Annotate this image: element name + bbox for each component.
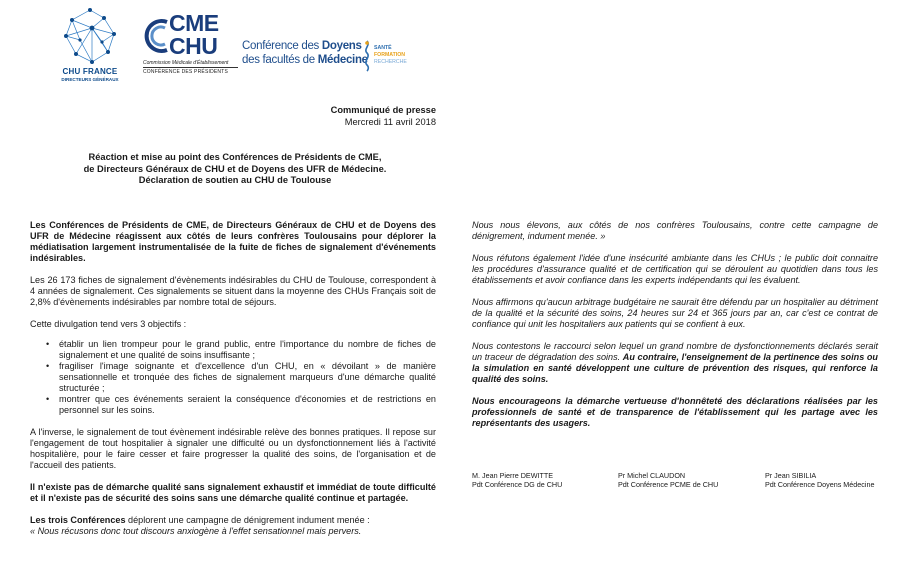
conference-doyens-tag-recherche: RECHERCHE	[374, 59, 407, 65]
conference-doyens-line2: des facultés de Médecine	[242, 54, 368, 66]
conference-doyens-logo	[242, 40, 412, 80]
budget-paragraph: Nous affirmons qu'aucun arbitrage budgétaire ne saurait être défendu par un hospitalier au détriment de la qualité et la sécurité des soins, 24 heures sur 24 et 365 jours par an, car c'est ce contrat de confiance qui unit les hospitaliers aux patients qui se confient à eux.	[472, 297, 878, 329]
conferences-text: déplorent une campagne de dénigrement indument menée :	[125, 515, 370, 525]
list-item-text: fragiliser l'image soignante et d'excellence d'un CHU, en « dévoilant » de manière sensationnelle et tronquée des fiches de signalement marqueurs d'une démarche qualité structurée ;	[59, 361, 436, 393]
title-line-1: Réaction et mise au point des Conférences de Présidents de CME,	[88, 152, 382, 162]
signature-role: Pdt Conférence PCME de CHU	[618, 480, 719, 489]
title-line-2: de Directeurs Généraux de CHU et de Doyens des UFR de Médecine.	[83, 163, 387, 174]
press-release-date: Mercredi 11 avril 2018	[344, 116, 436, 127]
signature-name: Pr Jean SIBILIA	[765, 471, 817, 480]
shortcut-paragraph	[472, 341, 878, 385]
shortcut-bold-text: Au contraire, l'enseignement de la pertinence des soins ou la simulation en santé développent une culture de prévention des risques, qui renforce la qualité des soins.	[472, 352, 878, 384]
cme-chu-logo-sub1: Commission Médicale d'Établissement	[143, 60, 229, 66]
press-header	[331, 105, 436, 128]
cme-chu-logo-sub2: CONFÉRENCE DES PRÉSIDENTS	[143, 67, 238, 75]
quality-statement-paragraph: Il n'existe pas de démarche qualité sans signalement exhaustif et immédiat de toute difficulté et il n'existe pas de sécurité des soins sans une démarche qualité continue et partagée.	[30, 482, 436, 503]
chu-france-logo	[58, 6, 122, 82]
statistics-paragraph: Les 26 173 fiches de signalement d'évènements indésirables du CHU de Toulouse, correspondent à 4 années de signalement. Ces signalements se situent dans la moyenne des CHUs Français soit de 2,8% d'évènements indésirables par nombre total de séjours.	[30, 275, 436, 307]
signature-role: Pdt Conférence Doyens Médecine	[765, 480, 875, 489]
encouragement-paragraph: Nous encourageons la démarche vertueuse d'honnêteté des déclarations réalisées par les professionnels de santé et de transparence de l'établissement qui les partage avec les représentants des usagers.	[472, 396, 878, 428]
title-line-3: Déclaration de soutien au CHU de Toulouse	[138, 175, 332, 185]
chu-france-network-icon	[58, 6, 122, 66]
cme-chu-logo-line2: CHU	[169, 33, 218, 59]
chu-france-logo-title: CHU FRANCE	[62, 67, 118, 76]
cme-chu-logo	[143, 12, 238, 78]
quote-continuation-paragraph: Nous nous élevons, aux côtés de nos confrères Toulousains, contre cette campagne de dénigrement, indument menée. »	[472, 220, 878, 241]
shortcut-text: Nous contestons le raccourci selon lequel un grand nombre de dysfonctionnements déclarés serait un traceur de dégradation des soins.	[472, 341, 878, 362]
signature-block	[618, 471, 718, 489]
caduceus-icon	[362, 40, 372, 72]
signature-name: M. Jean Pierre DEWITTE	[472, 471, 554, 480]
conference-doyens-tag-sante: SANTÉ	[374, 45, 392, 51]
signature-block	[472, 471, 562, 489]
bullet-marker: •	[46, 361, 50, 371]
conference-doyens-line1: Conférence des Doyens	[242, 40, 362, 52]
intro-paragraph: Les Conférences de Présidents de CME, de Directeurs Généraux de CHU et de Doyens des UFR de Médecine réagissent aux côtés de leurs confrères Toulousains pour déplorer la médiatisation largement instrumentalisée de la fuite de fiches de signalement d'événements indésirables.	[30, 220, 436, 263]
list-item-text: montrer que ces événements seraient la conséquence d'économies et de restrictions en personnel sur les soins.	[59, 394, 436, 415]
chu-france-logo-subtitle: DIRECTEURS GÉNÉRAUX	[61, 77, 119, 82]
insecurity-paragraph: Nous réfutons également l'idée d'une insécurité ambiante dans les CHUs ; le public doit connaitre les procédures d'assurance qualité et de certification qui se déroulent au quotidien dans tous les établissements et avoir confiance dans les experts indépendants qui les évaluent.	[472, 253, 878, 285]
good-practice-paragraph: A l'inverse, le signalement de tout évènement indésirable relève des bonnes pratiques. Il repose sur l'engagement de tout hospitalier à signaler une difficulté ou un dysfonctionnement liés à l'activité hospitalière, pour le faire cesser et faire progresser la qualité des soins, de l'organisation et de l'accueil des patients.	[30, 427, 436, 470]
left-column	[30, 220, 436, 537]
objectives-list	[30, 339, 436, 416]
signature-role: Pdt Conférence DG de CHU	[472, 480, 563, 489]
bullet-marker: •	[46, 339, 50, 349]
document-title	[40, 152, 430, 187]
list-item	[30, 361, 436, 394]
objectives-intro: Cette divulgation tend vers 3 objectifs :	[30, 319, 187, 329]
cme-chu-logo-line1: CME	[169, 10, 219, 36]
conference-doyens-tag-formation: FORMATION	[374, 52, 406, 58]
right-column	[472, 220, 878, 440]
press-release-label: Communiqué de presse	[330, 105, 436, 115]
list-item-text: établir un lien trompeur pour le grand public, entre l'importance du nombre de fiches de signalement et une qualité de soins insuffisante ;	[59, 339, 436, 360]
list-item	[30, 339, 436, 361]
conferences-paragraph	[30, 515, 436, 537]
conferences-quote: « Nous récusons donc tout discours anxiogène à l'effet sensationnel mais pervers.	[30, 526, 362, 536]
conferences-bold: Les trois Conférences	[30, 515, 126, 525]
signature-block	[765, 471, 874, 489]
list-item	[30, 394, 436, 416]
signature-name: Pr Michel CLAUDON	[618, 471, 686, 480]
bullet-marker: •	[46, 394, 50, 404]
